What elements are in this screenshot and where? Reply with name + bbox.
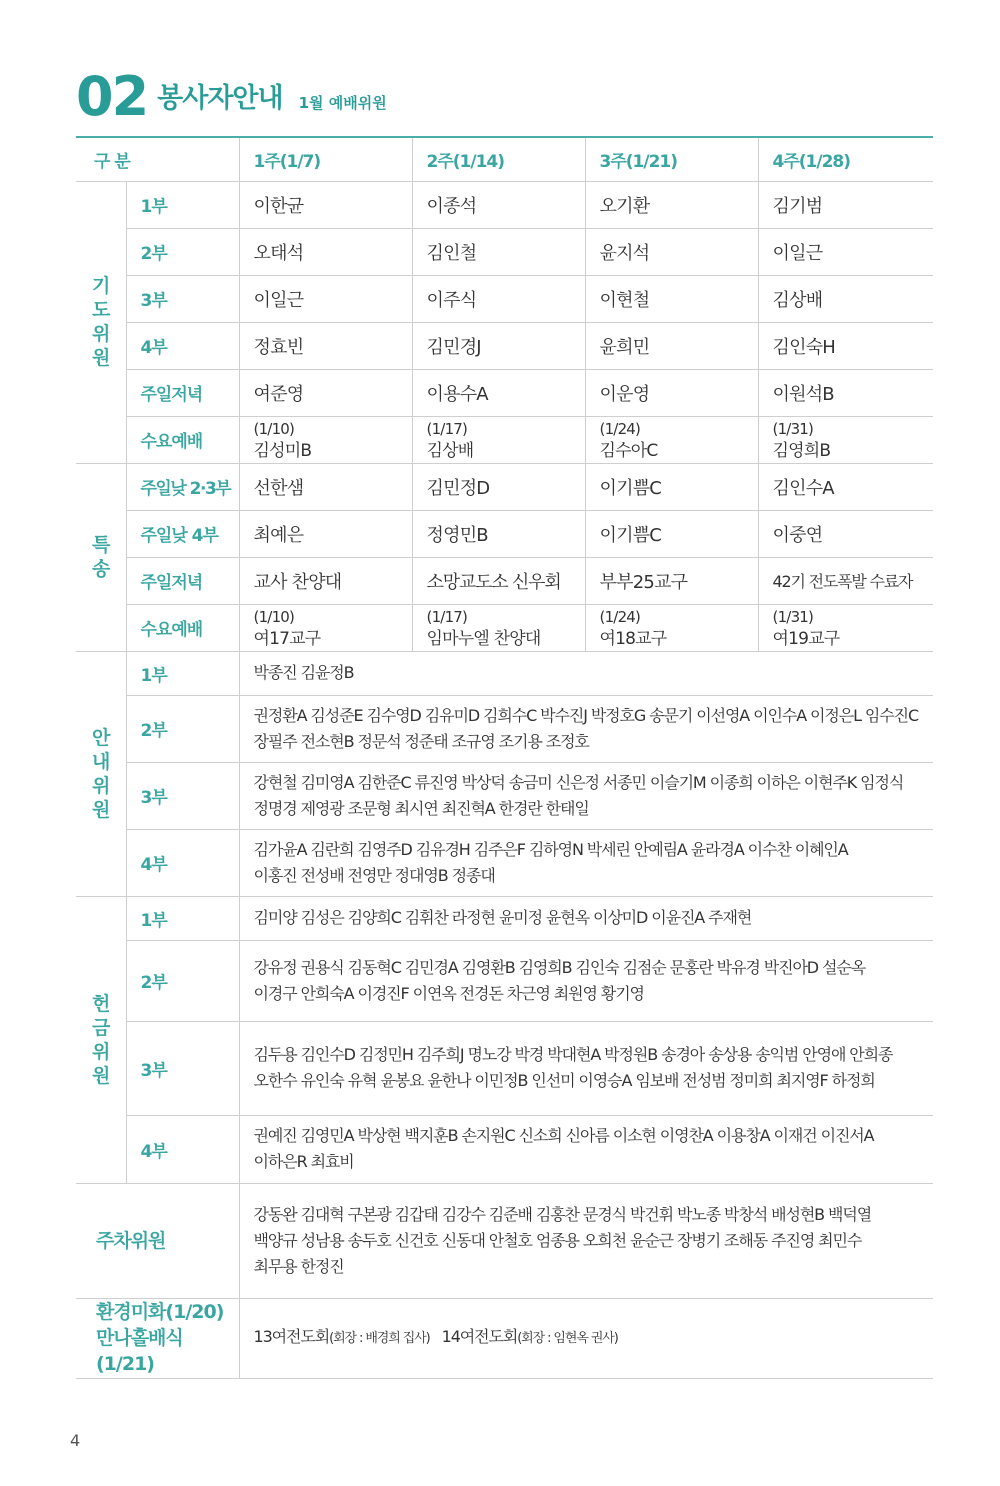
row-label: 2부 [126,228,239,275]
row-label: 1부 [126,181,239,228]
group-label-prayer: 기도위원 [76,181,126,463]
table-row [76,228,933,275]
table-cell: 이기쁨C [585,463,758,510]
table-cell: 정효빈 [239,322,412,369]
table-row [76,695,933,762]
names-cell: 강현철 김미영A 김한준C 류진영 박상덕 송금미 신은정 서종민 이슬기M 이종희 이하은 이현주K 임정식 정명경 제영광 조문형 최시연 최진혁A 한경란 한태일 [239,762,933,829]
row-label: 주일낮 4부 [126,510,239,557]
row-label: 4부 [126,1115,239,1183]
row-label: 주일낮 2·3부 [126,463,239,510]
header-gubun: 구 분 [76,138,239,181]
table-cell: 오기환 [585,181,758,228]
names-cell: 김미양 김성은 김양희C 김휘찬 라정현 윤미정 윤현옥 이상미D 이윤진A 주재현 [239,896,933,940]
table-cell: 이운영 [585,369,758,416]
names-cell: 강유정 권용식 김동혁C 김민경A 김영환B 김영희B 김인숙 김점순 문홍란 박유경 박진아D 설순옥 이경구 안희숙A 이경진F 이연옥 전경돈 차근영 최원영 황기영 [239,940,933,1021]
table-cell: 김민경J [412,322,585,369]
names-cell: 박종진 김윤정B [239,651,933,695]
header-week3: 3주(1/21) [585,138,758,181]
table-row [76,1021,933,1115]
table-cell: 이용수A [412,369,585,416]
table-row [76,829,933,896]
table-cell: 이일근 [758,228,933,275]
table-row [76,181,933,228]
table-row [76,322,933,369]
volunteer-table [76,138,933,1379]
table-cell: (1/24) 김수아C [585,416,758,463]
row-label: 1부 [126,651,239,695]
header-week4: 4주(1/28) [758,138,933,181]
row-label: 3부 [126,275,239,322]
table-row [76,762,933,829]
row-label: 3부 [126,762,239,829]
row-label: 4부 [126,322,239,369]
table-cell: 이일근 [239,275,412,322]
names-cell: 강동완 김대혁 구본광 김갑태 김강수 김준배 김홍찬 문경식 박건휘 박노종 박창석 배성현B 백덕열 백양규 성남용 송두호 신건호 신동대 안철호 엄종용 오희천 윤순근 장병기 조해동 주진영 최민수 최무용 한정진 [239,1183,933,1298]
table-row [76,940,933,1021]
names-cell: 김두용 김인수D 김정민H 김주희J 명노강 박경 박대현A 박정원B 송경아 송상용 송익범 안영애 안희종 오한수 유인숙 유혁 윤봉요 윤한나 이민정B 인선미 이영승A 임보배 전성범 정미희 최지영F 하정희 [239,1021,933,1115]
table-row [76,510,933,557]
table-cell: 최예은 [239,510,412,557]
table-row [76,1115,933,1183]
names-cell: 13여전도회(회장 : 배경희 집사) 14여전도회(회장 : 임현옥 권사) [239,1298,933,1378]
table-cell: 윤지석 [585,228,758,275]
table-row [76,369,933,416]
table-cell: 정영민B [412,510,585,557]
section-subtitle: 1월 예배위원 [298,94,387,112]
table-cell: 42기 전도폭발 수료자 [758,557,933,604]
table-cell: 선한샘 [239,463,412,510]
row-label: 4부 [126,829,239,896]
row-label: 주일저녁 [126,557,239,604]
table-header-row [76,138,933,181]
table-row [76,557,933,604]
row-label: 주일저녁 [126,369,239,416]
table-cell: 이현철 [585,275,758,322]
table-cell: 윤희민 [585,322,758,369]
table-row [76,463,933,510]
table-row [76,604,933,651]
group-label-usher: 안내위원 [76,651,126,896]
table-cell: 이주식 [412,275,585,322]
table-cell: (1/10) 여17교구 [239,604,412,651]
table-cell: 오태석 [239,228,412,275]
table-cell: 김민정D [412,463,585,510]
section-title: 봉사자안내 [157,83,283,114]
names-cell: 권예진 김영민A 박상현 백지훈B 손지원C 신소희 신아름 이소현 이영찬A 이용창A 이재건 이진서A 이하은R 최효비 [239,1115,933,1183]
group-label-parking: 주차위원 [76,1183,239,1298]
row-label: 2부 [126,695,239,762]
table-row [76,275,933,322]
table-cell: 김기범 [758,181,933,228]
table-cell: 여준영 [239,369,412,416]
table-cell: 김인철 [412,228,585,275]
row-label: 1부 [126,896,239,940]
group-label-special: 특송 [76,463,126,651]
table-cell: 김인숙H [758,322,933,369]
row-label: 수요예배 [126,416,239,463]
table-cell: (1/31) 김영희B [758,416,933,463]
table-cell: 이한균 [239,181,412,228]
table-cell: 이원석B [758,369,933,416]
table-cell: 이기쁨C [585,510,758,557]
header-week1: 1주(1/7) [239,138,412,181]
row-label: 2부 [126,940,239,1021]
row-label: 수요예배 [126,604,239,651]
table-cell: 부부25교구 [585,557,758,604]
table-cell: 교사 찬양대 [239,557,412,604]
names-cell: 김가윤A 김란희 김영주D 김유경H 김주은F 김하영N 박세린 안예림A 윤라경A 이수찬 이혜인A 이홍진 전성배 전영만 정대영B 정종대 [239,829,933,896]
page-number: 4 [70,1431,81,1450]
table-cell: 김상배 [758,275,933,322]
table-cell: 이종석 [412,181,585,228]
table-row [76,416,933,463]
section-header [76,65,387,128]
header-week2: 2주(1/14) [412,138,585,181]
table-cell: (1/17) 김상배 [412,416,585,463]
row-label: 3부 [126,1021,239,1115]
table-row [76,1183,933,1298]
table-cell: 소망교도소 신우회 [412,557,585,604]
table-cell: 이중연 [758,510,933,557]
section-number: 02 [76,65,148,128]
table-cell: (1/24) 여18교구 [585,604,758,651]
table-cell: (1/31) 여19교구 [758,604,933,651]
group-label-environment: 환경미화(1/20) 만나홀배식(1/21) [76,1298,239,1378]
table-cell: 김인수A [758,463,933,510]
group-label-offering: 헌금위원 [76,896,126,1183]
table-row [76,1298,933,1378]
table-cell: (1/10) 김성미B [239,416,412,463]
names-cell: 권정환A 김성준E 김수영D 김유미D 김희수C 박수진J 박정호G 송문기 이선영A 이인수A 이정은L 임수진C 장필주 전소현B 정문석 정준태 조규영 조기용 조정호 [239,695,933,762]
table-row [76,651,933,695]
table-cell: (1/17) 임마누엘 찬양대 [412,604,585,651]
table-row [76,896,933,940]
